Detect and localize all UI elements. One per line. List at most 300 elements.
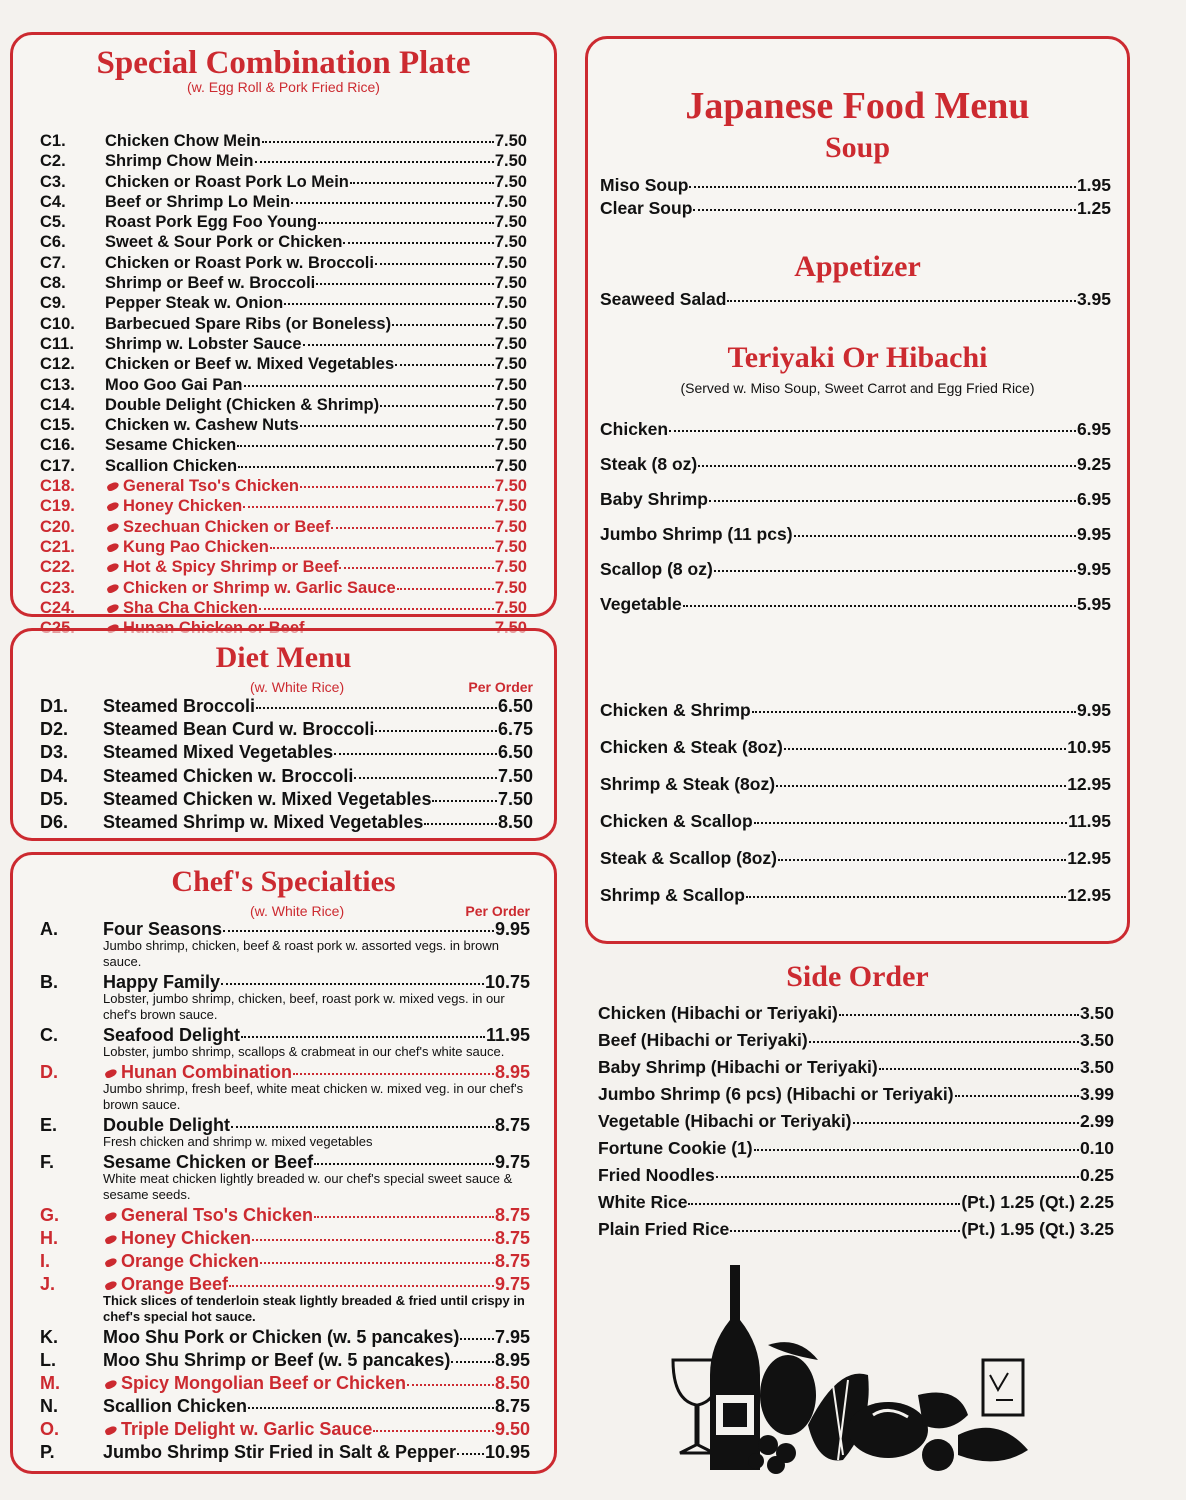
item-price: 6.50	[497, 742, 533, 763]
dot-leader	[343, 242, 493, 244]
item-name	[105, 496, 242, 516]
dot-leader	[392, 324, 494, 326]
item-price: 6.95	[1076, 489, 1111, 509]
menu-item-row	[40, 192, 527, 212]
item-code: C22.	[40, 558, 75, 577]
dot-leader	[432, 800, 496, 802]
item-name-text: Shrimp & Scallop	[600, 885, 745, 905]
item-name	[598, 1108, 852, 1135]
item-name-text: Jumbo Shrimp (11 pcs)	[600, 524, 793, 544]
item-name-text: Sha Cha Chicken	[123, 598, 258, 617]
item-price: 3.95	[1076, 289, 1111, 309]
item-code: D6.	[40, 811, 69, 832]
dot-leader	[316, 283, 494, 285]
japanese-menu-panel	[585, 36, 1130, 944]
hot-pepper-icon	[106, 603, 120, 614]
dot-leader	[314, 1163, 494, 1165]
item-code: A.	[40, 919, 58, 939]
item-code: C4.	[40, 192, 66, 211]
menu-item-row	[40, 811, 533, 834]
dot-leader	[255, 161, 494, 163]
item-name-text: Moo Shu Pork or Chicken (w. 5 pancakes)	[103, 1327, 460, 1347]
item-name-text: Shrimp w. Lobster Sauce	[105, 334, 302, 353]
item-name-text: Shrimp Chow Mein	[105, 152, 254, 171]
menu-item-row	[40, 598, 527, 618]
item-name	[105, 537, 269, 557]
item-price: 7.50	[494, 395, 527, 414]
item-code: C15.	[40, 416, 75, 435]
item-price: 9.95	[1076, 700, 1111, 720]
item-name	[105, 212, 317, 232]
item-name-text: Sesame Chicken	[105, 436, 237, 455]
appetizer-title: Appetizer	[794, 250, 921, 283]
menu-item-row	[40, 788, 533, 811]
item-name-text: Vegetable (Hibachi or Teriyaki)	[598, 1111, 852, 1131]
teriyaki-subtitle: (Served w. Miso Soup, Sweet Carrot and Egg Fried Rice)	[680, 380, 1035, 396]
item-price: 6.75	[497, 719, 533, 740]
item-name	[600, 692, 751, 729]
item-price: 7.50	[494, 558, 527, 577]
item-price: 8.75	[494, 1251, 530, 1271]
item-name	[598, 1000, 838, 1027]
menu-item-row	[40, 314, 527, 334]
item-name	[600, 174, 688, 197]
item-price: 9.95	[1076, 524, 1111, 544]
item-name	[103, 1205, 313, 1226]
item-code: D2.	[40, 719, 69, 740]
item-price: 8.50	[494, 1373, 530, 1393]
menu-item-row	[40, 1396, 530, 1417]
item-name-text: Fortune Cookie (1)	[598, 1138, 753, 1158]
item-name	[105, 456, 237, 476]
menu-item-row	[598, 1216, 1114, 1243]
item-price: 7.50	[494, 274, 527, 293]
item-name	[105, 293, 283, 313]
item-price: 7.50	[494, 132, 527, 150]
menu-item-row	[40, 375, 527, 395]
item-name	[103, 695, 255, 718]
item-price: 1.95	[1076, 175, 1111, 195]
menu-item-row	[598, 1108, 1114, 1135]
menu-item-row	[40, 1274, 530, 1295]
item-code: C9.	[40, 294, 66, 313]
dot-leader	[754, 822, 1067, 824]
item-name	[105, 273, 315, 293]
item-code: C5.	[40, 213, 66, 232]
menu-item-row	[40, 395, 527, 415]
item-price: 7.50	[494, 598, 527, 617]
item-code: C16.	[40, 436, 75, 455]
dot-leader	[784, 748, 1066, 750]
menu-item-row	[40, 1025, 530, 1046]
hot-pepper-icon	[106, 562, 120, 573]
item-name-text: Szechuan Chicken or Beef	[123, 517, 331, 536]
chef-item	[40, 1396, 530, 1417]
hot-pepper-icon	[104, 1425, 118, 1436]
item-code: C13.	[40, 375, 75, 394]
item-price: 3.50	[1079, 1003, 1114, 1023]
item-code: C18.	[40, 477, 75, 496]
menu-item-row	[40, 718, 533, 741]
item-name-text: Pepper Steak w. Onion	[105, 294, 284, 313]
item-price: 10.95	[1067, 737, 1111, 757]
dot-leader	[331, 527, 494, 529]
diet-menu-list	[40, 695, 533, 834]
item-price: 7.50	[494, 334, 527, 353]
menu-item-row	[600, 803, 1111, 840]
item-name	[103, 741, 333, 764]
item-name-text: Vegetable	[600, 594, 682, 614]
item-price: 7.50	[494, 294, 527, 313]
hot-pepper-icon	[104, 1068, 118, 1079]
menu-item-row	[40, 435, 527, 455]
item-price: 7.50	[494, 477, 527, 496]
dot-leader	[334, 753, 497, 755]
item-description: Thick slices of tenderloin steak lightly breaded & fried until crispy in chef's special hot sauce.	[103, 1293, 525, 1324]
item-name-text: Steak & Scallop (8oz)	[600, 848, 777, 868]
diet-menu-per-order: Per Order	[468, 679, 533, 695]
combination-plate-panel	[10, 32, 557, 617]
item-name-text: Chicken & Shrimp	[600, 700, 751, 720]
menu-item-row	[40, 151, 527, 171]
dot-leader	[727, 300, 1075, 302]
item-name-text: Steamed Broccoli	[103, 696, 256, 716]
item-name	[105, 598, 258, 618]
chef-item	[40, 1442, 530, 1463]
item-name	[600, 729, 783, 766]
dot-leader	[730, 1230, 960, 1232]
item-price: 7.50	[494, 253, 527, 272]
item-price: 0.10	[1079, 1138, 1114, 1158]
item-name	[600, 587, 682, 622]
dot-leader	[350, 182, 494, 184]
side-order-title: Side Order	[786, 960, 929, 993]
item-code: C10.	[40, 314, 75, 333]
chef-item	[40, 1115, 530, 1150]
menu-item-row	[600, 766, 1111, 803]
menu-item-row	[40, 1350, 530, 1371]
item-name	[598, 1027, 808, 1054]
item-name	[103, 919, 222, 940]
item-name-text: Steak (8 oz)	[600, 454, 698, 474]
hot-pepper-icon	[104, 1379, 118, 1390]
item-name-text: Barbecued Spare Ribs (or Boneless)	[105, 314, 392, 333]
dot-leader	[778, 859, 1066, 861]
chef-item	[40, 972, 530, 1023]
item-name	[598, 1081, 954, 1108]
item-name-text: Chicken or Beef w. Mixed Vegetables	[105, 355, 395, 374]
menu-item-row	[598, 1000, 1114, 1027]
item-name-text: Chicken or Shrimp w. Garlic Sauce	[123, 578, 396, 597]
dot-leader	[238, 466, 494, 468]
item-name-text: Chicken or Roast Pork Lo Mein	[105, 172, 349, 191]
item-name-text: Double Delight	[103, 1115, 230, 1135]
item-price: (Pt.) 1.95 (Qt.) 3.25	[961, 1219, 1114, 1239]
menu-item-row	[40, 741, 533, 764]
item-code: E.	[40, 1115, 58, 1135]
menu-item-row	[40, 1228, 530, 1249]
dot-leader	[683, 605, 1076, 607]
item-name	[600, 288, 726, 311]
item-name	[600, 412, 668, 447]
menu-item-row	[40, 1373, 530, 1394]
hot-pepper-icon	[106, 542, 120, 553]
item-description: Lobster, jumbo shrimp, chicken, beef, roast pork w. mixed vegs. in our chef's brown sauce.	[103, 991, 505, 1022]
item-price: 2.99	[1079, 1111, 1114, 1131]
item-name-text: Chicken (Hibachi or Teriyaki)	[598, 1003, 838, 1023]
menu-item-row	[598, 1081, 1114, 1108]
item-name	[105, 334, 302, 354]
dot-leader	[291, 202, 494, 204]
menu-item-row	[40, 1419, 530, 1440]
menu-item-row	[40, 765, 533, 788]
item-code: O.	[40, 1419, 60, 1439]
dot-leader	[714, 570, 1076, 572]
dot-leader	[256, 707, 497, 709]
item-name	[598, 1135, 753, 1162]
item-description: White meat chicken lightly breaded w. our chef's special sweet sauce & sesame seeds.	[103, 1171, 513, 1202]
dot-leader	[248, 1407, 494, 1409]
menu-item-row	[40, 695, 533, 718]
menu-item-row	[598, 1135, 1114, 1162]
chef-item	[40, 919, 530, 970]
item-name	[103, 1025, 240, 1046]
item-name	[105, 375, 243, 395]
item-name-text: Steamed Chicken w. Broccoli	[103, 765, 354, 786]
item-name	[103, 1228, 251, 1249]
dot-leader	[669, 430, 1076, 432]
chef-item	[40, 1327, 530, 1348]
chef-item	[40, 1228, 530, 1249]
item-name	[105, 172, 349, 192]
item-code: I.	[40, 1251, 51, 1271]
dot-leader	[853, 1122, 1079, 1124]
item-name-text: Kung Pao Chicken	[123, 537, 269, 556]
item-price: 7.95	[494, 1327, 530, 1347]
item-name-text: Clear Soup	[600, 198, 693, 218]
item-name-text: Moo Shu Shrimp or Beef (w. 5 pancakes)	[103, 1350, 451, 1370]
item-name-text: Chicken w. Cashew Nuts	[105, 416, 299, 435]
dot-leader	[776, 785, 1066, 787]
dot-leader	[451, 1361, 494, 1363]
item-name-text: Honey Chicken	[121, 1228, 252, 1248]
dot-leader	[688, 1203, 960, 1205]
item-name	[103, 1115, 230, 1136]
item-price: 12.95	[1067, 848, 1111, 868]
item-price: 8.50	[497, 811, 533, 832]
menu-item-row	[40, 919, 530, 940]
item-price: 6.50	[497, 696, 533, 716]
item-name	[103, 765, 353, 788]
item-name-text: Scallop (8 oz)	[600, 559, 713, 579]
combination-plate-list	[40, 131, 527, 638]
item-price: 7.50	[497, 788, 533, 809]
dot-leader	[693, 209, 1076, 211]
item-name-text: Miso Soup	[600, 175, 689, 195]
item-name	[105, 314, 391, 334]
item-name	[103, 811, 423, 834]
dot-leader	[746, 896, 1066, 898]
menu-item-row	[598, 1189, 1114, 1216]
dot-leader	[241, 1036, 485, 1038]
dot-leader	[243, 506, 494, 508]
item-price: 7.50	[494, 537, 527, 556]
item-code: C23.	[40, 578, 75, 597]
item-price: 9.75	[494, 1152, 530, 1172]
hot-pepper-icon	[104, 1234, 118, 1245]
chef-specialties-per-order: Per Order	[465, 903, 530, 919]
item-name	[105, 415, 299, 435]
item-name	[105, 578, 396, 598]
item-name	[103, 1396, 247, 1417]
item-name-text: Orange Beef	[121, 1274, 229, 1294]
hot-pepper-icon	[106, 481, 120, 492]
item-code: C8.	[40, 274, 66, 293]
item-price: 3.50	[1079, 1057, 1114, 1077]
item-name-text: Beef or Shrimp Lo Mein	[105, 192, 291, 211]
item-name-text: Jumbo Shrimp (6 pcs) (Hibachi or Teriyaki)	[598, 1084, 954, 1104]
menu-item-row	[40, 172, 527, 192]
item-name	[105, 131, 261, 151]
dot-leader	[252, 1239, 494, 1241]
menu-item-row	[40, 972, 530, 993]
menu-item-row	[40, 1152, 530, 1173]
item-name-text: Sesame Chicken or Beef	[103, 1152, 314, 1172]
item-price: 7.50	[494, 172, 527, 191]
item-code: F.	[40, 1152, 55, 1172]
dot-leader	[839, 1014, 1079, 1016]
item-name-text: Scallion Chicken	[105, 456, 238, 475]
soup-list	[600, 174, 1111, 220]
item-price: 12.95	[1067, 774, 1111, 794]
item-name	[598, 1216, 729, 1243]
item-code: C1.	[40, 132, 66, 150]
item-name	[600, 447, 697, 482]
item-name	[598, 1162, 715, 1189]
item-price: 7.50	[494, 233, 527, 252]
dot-leader	[716, 1176, 1079, 1178]
hot-pepper-icon	[104, 1280, 118, 1291]
teriyaki-combo-list	[600, 692, 1111, 914]
item-code: N.	[40, 1396, 58, 1416]
chef-item	[40, 1274, 530, 1325]
item-price: 7.50	[494, 578, 527, 597]
item-name	[600, 552, 713, 587]
dot-leader	[259, 608, 494, 610]
dot-leader	[262, 141, 494, 143]
item-price: 6.95	[1076, 419, 1111, 439]
dot-leader	[879, 1068, 1079, 1070]
teriyaki-list	[600, 412, 1111, 622]
item-name	[105, 395, 379, 415]
item-name-text: Double Delight (Chicken & Shrimp)	[105, 395, 380, 414]
menu-item-row	[40, 1205, 530, 1226]
item-name	[600, 197, 692, 220]
dot-leader	[303, 344, 494, 346]
menu-item-row	[40, 1327, 530, 1348]
menu-item-row	[40, 415, 527, 435]
appetizer-list	[600, 288, 1111, 311]
item-name-text: White Rice	[598, 1192, 688, 1212]
hot-pepper-icon	[106, 501, 120, 512]
dot-leader	[293, 1073, 494, 1075]
item-name-text: Orange Chicken	[121, 1251, 260, 1271]
item-name	[103, 1327, 459, 1348]
chef-item	[40, 1419, 530, 1440]
item-price: 7.50	[494, 152, 527, 171]
item-code: L.	[40, 1350, 56, 1370]
item-price: 7.50	[494, 416, 527, 435]
dot-leader	[752, 711, 1076, 713]
item-code: C12.	[40, 355, 75, 374]
item-name	[105, 354, 394, 374]
dot-leader	[318, 222, 494, 224]
item-name	[600, 840, 777, 877]
item-name-text: Steamed Mixed Vegetables	[103, 742, 334, 763]
menu-item-row	[40, 273, 527, 293]
dot-leader	[809, 1041, 1079, 1043]
item-name	[105, 476, 299, 496]
menu-item-row	[40, 1115, 530, 1136]
dot-leader	[407, 1384, 494, 1386]
item-description: Jumbo shrimp, fresh beef, white meat chicken w. mixed veg. in our chef's brown sauce.	[103, 1081, 524, 1112]
dot-leader	[373, 1430, 494, 1432]
item-name	[103, 1419, 372, 1440]
dot-leader	[244, 385, 494, 387]
dot-leader	[354, 777, 497, 779]
dot-leader	[375, 730, 497, 732]
menu-item-row	[600, 288, 1111, 311]
dot-leader	[395, 364, 494, 366]
item-name-text: Moo Goo Gai Pan	[105, 375, 243, 394]
diet-menu-panel	[10, 628, 557, 841]
combination-plate-subtitle: (w. Egg Roll & Pork Fried Rice)	[187, 79, 380, 95]
hot-pepper-icon	[106, 522, 120, 533]
item-code: C14.	[40, 395, 75, 414]
item-name-text: Shrimp & Steak (8oz)	[600, 774, 776, 794]
dot-leader	[794, 535, 1076, 537]
item-name-text: Triple Delight w. Garlic Sauce	[121, 1419, 373, 1439]
item-price: 8.75	[494, 1228, 530, 1248]
item-name	[105, 557, 338, 577]
dot-leader	[754, 1149, 1079, 1151]
item-name	[598, 1189, 687, 1216]
dot-leader	[457, 1453, 484, 1455]
item-name-text: Steamed Chicken w. Mixed Vegetables	[103, 788, 432, 809]
item-name	[103, 972, 220, 993]
item-name	[598, 1054, 878, 1081]
item-name	[105, 253, 374, 273]
item-name-text: Chicken & Steak (8oz)	[600, 737, 783, 757]
menu-item-row	[600, 692, 1111, 729]
item-price: 7.50	[494, 517, 527, 536]
item-name-text: Chicken Chow Mein	[105, 132, 261, 150]
item-code: C7.	[40, 253, 66, 272]
item-price: 7.50	[494, 375, 527, 394]
item-name	[103, 1373, 406, 1394]
item-name	[105, 517, 330, 537]
item-name-text: Sweet & Sour Pork or Chicken	[105, 233, 343, 252]
item-name	[103, 788, 431, 811]
item-price: 8.75	[494, 1396, 530, 1416]
item-name-text: Fried Noodles	[598, 1165, 715, 1185]
item-name-text: Seaweed Salad	[600, 289, 727, 309]
chef-specialties-title: Chef's Specialties	[171, 865, 396, 898]
chef-item	[40, 1251, 530, 1272]
item-name	[103, 1442, 456, 1463]
item-code: C24.	[40, 598, 75, 617]
item-name-text: Spicy Mongolian Beef or Chicken	[121, 1373, 407, 1393]
